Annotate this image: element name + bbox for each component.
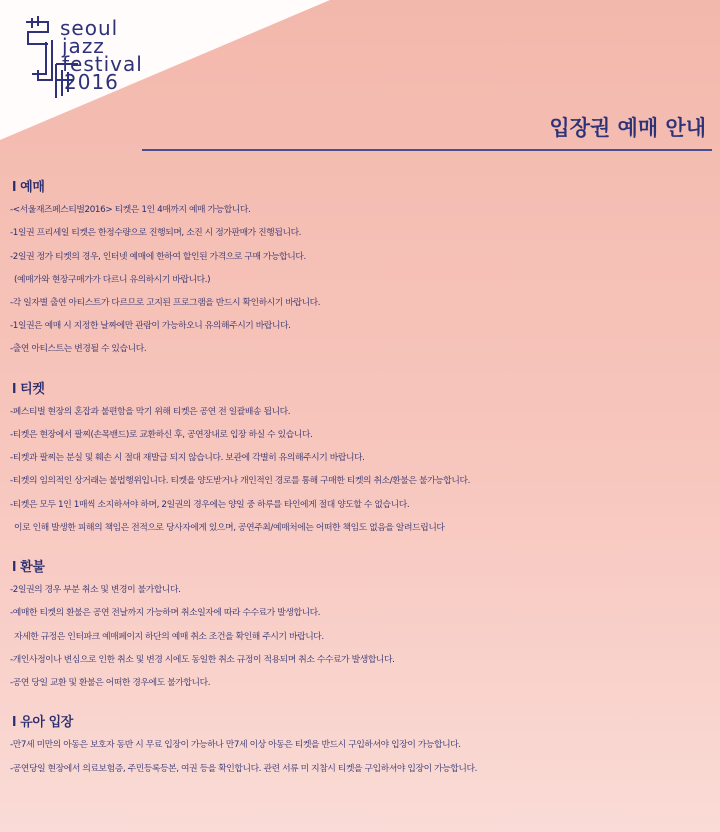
- page-title: 입장권 예매 안내: [549, 116, 706, 140]
- notice-line: -출연 아티스트는 변경될 수 있습니다.: [10, 344, 147, 355]
- notice-line: 자세한 규정은 인터파크 예매페이지 하단의 예매 취소 조건을 확인해 주시기 바랍니다.: [14, 631, 324, 642]
- seoul-jazz-festival-logo: [18, 12, 178, 102]
- notice-line: (예매가와 현장구매가가 다르니 유의하시기 바랍니다.): [14, 274, 211, 285]
- section-heading: l 예매: [12, 180, 45, 195]
- section-ticket: [10, 378, 716, 540]
- notice-line: -2일권 정가 티켓의 경우, 인터넷 예매에 한하여 할인된 가격으로 구매 가능합니다.: [10, 251, 306, 262]
- section-heading: l 유아 입장: [12, 715, 73, 731]
- notice-line: -1일권 프리세일 티켓은 한정수량으로 진행되며, 소진 시 정가판매가 진행됩니다.: [10, 228, 302, 239]
- logo-line-seoul: seoul: [60, 16, 119, 40]
- notice-line: -공연당일 현장에서 의료보험증, 주민등록등본, 여권 등을 확인합니다. 관련 서류 미 지참시 티켓을 구입하셔야 입장이 가능합니다.: [10, 763, 477, 774]
- logo-line-year: 2016: [64, 70, 119, 94]
- notice-line: -공연 당일 교환 및 환불은 어떠한 경우에도 불가합니다.: [10, 678, 211, 689]
- notice-line: -2일권의 경우 부분 취소 및 변경이 불가합니다.: [10, 585, 181, 596]
- notice-line: -티켓의 임의적인 상거래는 불법행위입니다. 티켓을 양도받거나 개인적인 경로를 통해 구매한 티켓의 취소/환불은 불가능합니다.: [10, 476, 470, 487]
- section-booking: [10, 176, 716, 362]
- notice-line: -<서울재즈페스티벌2016> 티켓은 1인 4매까지 예매 가능합니다.: [10, 205, 251, 216]
- notice-line: 이로 인해 발생한 피해의 책임은 전적으로 당사자에게 있으며, 공연주최/예매처에는 어떠한 책임도 없음을 알려드립니다: [14, 522, 445, 533]
- section-heading: l 티켓: [12, 381, 45, 397]
- section-refund: [10, 556, 716, 695]
- notice-line: -페스티벌 현장의 혼잡과 불편함을 막기 위해 티켓은 공연 전 일괄배송 됩니다.: [10, 406, 291, 417]
- notice-line: -개인사정이나 변심으로 인한 취소 및 변경 시에도 동일한 취소 규정이 적용되며 취소 수수료가 발생합니다.: [10, 654, 395, 665]
- notice-line: -각 일자별 출연 아티스트가 다르므로 고지된 프로그램을 반드시 확인하시기 바랍니다.: [10, 298, 321, 309]
- logo-line-jazz: jazz: [62, 34, 105, 58]
- notice-line: -티켓은 모두 1인 1매씩 소지하셔야 하며, 2일권의 경우에는 양일 중 하루를 타인에게 절대 양도할 수 없습니다.: [10, 499, 410, 510]
- notice-line: -1일권은 예매 시 지정한 날짜에만 관람이 가능하오니 유의해주시기 바랍니다.: [10, 321, 291, 332]
- notice-line: -예매한 티켓의 환불은 공연 전날까지 가능하며 취소일자에 따라 수수료가 발생합니다.: [10, 608, 321, 619]
- section-heading: l 환불: [12, 560, 45, 576]
- notice-content: [10, 176, 716, 797]
- notice-line: -티켓과 팔찌는 분실 및 훼손 시 절대 재발급 되지 않습니다. 보관에 각별히 유의해주시기 바랍니다.: [10, 453, 365, 464]
- notice-line: -티켓은 현장에서 팔찌(손목밴드)로 교환하신 후, 공연장내로 입장 하실 수 있습니다.: [10, 430, 313, 441]
- section-child-admission: [10, 711, 716, 781]
- logo-line-festival: festival: [62, 52, 143, 76]
- title-divider: [142, 149, 712, 151]
- notice-line: -만7세 미만의 아동은 보호자 동반 시 무료 입장이 가능하나 만7세 이상 아동은 티켓을 반드시 구입하셔야 입장이 가능합니다.: [10, 740, 461, 751]
